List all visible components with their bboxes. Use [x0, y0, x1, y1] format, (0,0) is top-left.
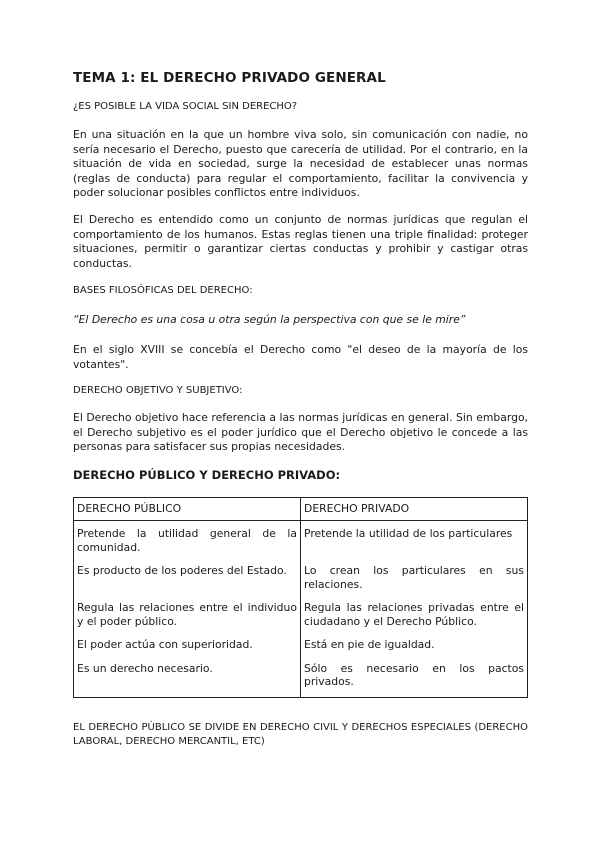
section-heading-bases: BASES FILOSÓFICAS DEL DERECHO:	[73, 285, 253, 296]
table-cell: Está en pie de igualdad.	[301, 636, 528, 660]
paragraph-definicion: El Derecho es entendido como un conjunto de normas jurídicas que regulan el comportamiento de los humanos. Estas reglas tienen una triple finalidad: proteger situaciones, permitir o garantizar ciertas conductas y prohibir y castigar otras conductas.	[73, 213, 528, 270]
paragraph-siglo-xviii: En el siglo XVIII se concebía el Derecho como "el deseo de la mayoría de los votantes".	[73, 343, 528, 371]
table-cell: Pretende la utilidad de los particulares	[301, 521, 528, 563]
table-cell: Regula las relaciones privadas entre el ciudadano y el Derecho Público.	[301, 599, 528, 636]
table-header-publico: DERECHO PÚBLICO	[74, 498, 301, 521]
table-row	[74, 660, 528, 698]
comparison-table	[73, 497, 528, 698]
table-row	[74, 599, 528, 636]
table-row	[74, 562, 528, 599]
table-cell: Pretende la utilidad general de la comunidad.	[74, 521, 301, 563]
table-row	[74, 521, 528, 563]
table-cell: Sólo es necesario en los pactos privados.	[301, 660, 528, 698]
section-heading-vida-social: ¿ES POSIBLE LA VIDA SOCIAL SIN DERECHO?	[73, 101, 298, 112]
section-heading-publico-privado: DERECHO PÚBLICO Y DERECHO PRIVADO:	[73, 468, 341, 482]
table-row	[74, 636, 528, 660]
table-cell: Es un derecho necesario.	[74, 660, 301, 698]
table-header-privado: DERECHO PRIVADO	[301, 498, 528, 521]
table-cell: El poder actúa con superioridad.	[74, 636, 301, 660]
closing-statement: EL DERECHO PÚBLICO SE DIVIDE EN DERECHO CIVIL Y DERECHOS ESPECIALES (DERECHO LABORAL, DERECHO MERCANTIL, ETC)	[73, 722, 528, 747]
paragraph-vida-social: En una situación en la que un hombre viva solo, sin comunicación con nadie, no sería necesario el Derecho, puesto que carecería de utilidad. Por el contrario, en la situación de vida en sociedad, surge la necesidad de establecer unas normas (reglas de conducta) para regular el comportamiento, facilitar la convivencia y poder solucionar posibles conflictos entre individuos.	[73, 128, 528, 200]
section-heading-objetivo-subjetivo: DERECHO OBJETIVO Y SUBJETIVO:	[73, 385, 243, 396]
quote-perspectiva: “El Derecho es una cosa u otra según la perspectiva con que se le mire”	[73, 313, 466, 326]
page-title: TEMA 1: EL DERECHO PRIVADO GENERAL	[73, 70, 386, 86]
paragraph-objetivo-subjetivo: El Derecho objetivo hace referencia a las normas jurídicas en general. Sin embargo, el Derecho subjetivo es el poder jurídico que el Derecho objetivo le concede a las personas para satisfacer sus propias necesidades.	[73, 411, 528, 454]
table-cell: Regula las relaciones entre el individuo y el poder público.	[74, 599, 301, 636]
table-cell: Lo crean los particulares en sus relaciones.	[301, 562, 528, 599]
table-cell: Es producto de los poderes del Estado.	[74, 562, 301, 599]
table-header-row	[74, 498, 528, 521]
